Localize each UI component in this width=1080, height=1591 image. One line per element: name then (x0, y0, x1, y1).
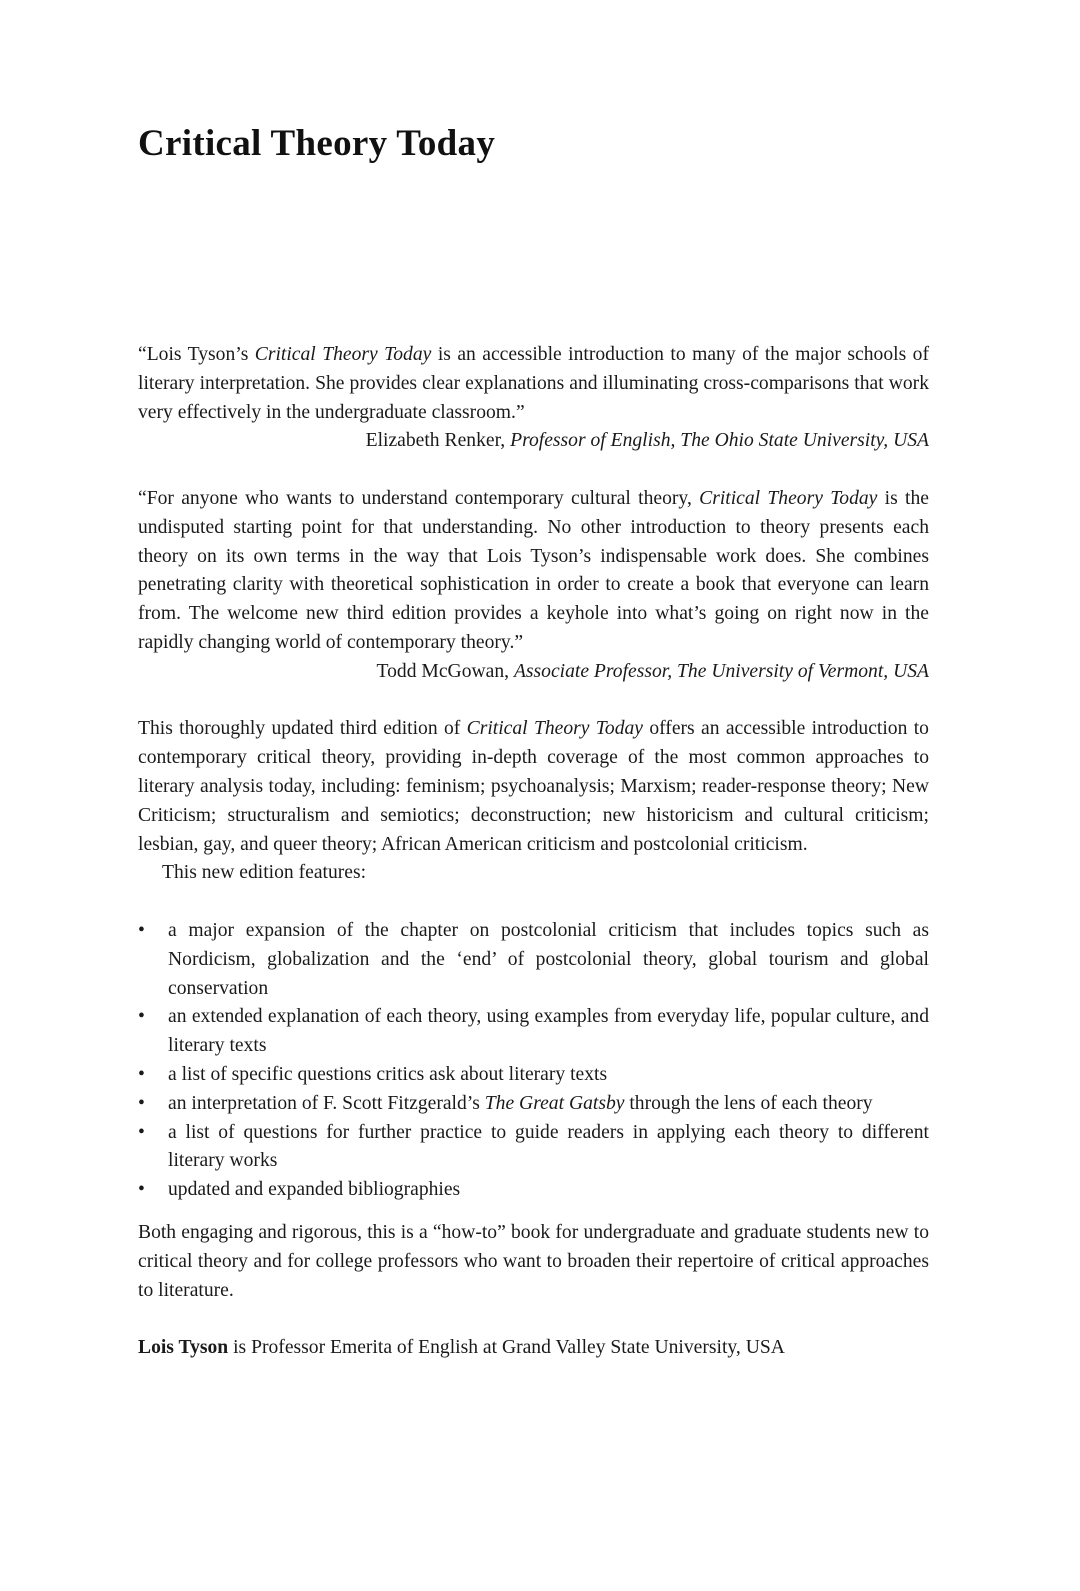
quote-2-open: “For anyone who wants to understand contemporary cultural theory, (138, 487, 700, 509)
feature-text: an extended explanation of each theory, using examples from everyday life, popular culture, and literary texts (168, 1006, 929, 1057)
bullet-icon: • (138, 1179, 145, 1201)
features-lead: This new edition features: (162, 862, 367, 884)
spacer (138, 1205, 929, 1219)
quote-2-rest: is the undisputed starting point for that understanding. No other introduction to theory presents each theory on its own terms in the way that Lois Tyson’s indispensable work does. She combines penetrating clarity with theoretical sophistication in order to create a book that everyone can learn from. The welcome new third edition provides a keyhole into what’s going on right now in the rapidly changing world of contemporary theory.” (138, 487, 929, 653)
feature-text: a list of questions for further practice to guide readers in applying each theory to different literary works (168, 1121, 929, 1172)
description-book-title: Critical Theory Today (466, 718, 643, 740)
author-name: Lois Tyson (138, 1337, 229, 1359)
book-description (138, 715, 929, 859)
quote-1-author: Elizabeth Renker, (365, 430, 511, 452)
spacer (138, 888, 929, 917)
spacer (138, 456, 929, 485)
quote-2-book-title: Critical Theory Today (699, 487, 878, 509)
feature-book-title: The Great Gatsby (484, 1092, 625, 1114)
author-bio (138, 1334, 929, 1363)
description-intro-after: offers an accessible introduction to contemporary critical theory, providing in-depth coverage of the most common approaches to literary analysis today, including: feminism; psychoanalysis; Marxism; reader-response theory; New Criticism; structuralism and semiotics; deconstruction; new historicism and cultural criticism; lesbian, gay, and queer theory; African American criticism and postcolonial criticism. (138, 718, 929, 855)
bullet-icon: • (138, 1121, 145, 1143)
book-title: Critical Theory Today (138, 123, 496, 164)
bullet-icon: • (138, 919, 145, 941)
list-item (138, 917, 929, 1003)
quote-1-rest: is an accessible introduction to many of the major schools of literary interpretation. She provides clear explanations and illuminating cross-comparisons that work very effectively in the undergraduate classroom.” (138, 344, 929, 423)
endorsement-quote-1 (138, 341, 929, 427)
closing-paragraph: Both engaging and rigorous, this is a “how-to” book for undergraduate and graduate students new to critical theory and for college professors who want to broaden their repertoire of critical approaches to literature. (138, 1221, 929, 1301)
quote-1-book-title: Critical Theory Today (254, 344, 432, 365)
spacer (138, 1305, 929, 1334)
description-intro-before: This thoroughly updated third edition of (138, 718, 467, 740)
feature-text: a list of specific questions critics ask about literary texts (168, 1063, 608, 1085)
quote-1-open: “Lois Tyson’s (138, 344, 255, 365)
bullet-icon: • (138, 1063, 145, 1085)
endorsement-2-attribution (138, 658, 929, 687)
quote-2-affiliation: Associate Professor, The University of Vermont, USA (513, 660, 929, 682)
features-list (138, 917, 929, 1205)
feature-text-after: through the lens of each theory (624, 1092, 873, 1114)
feature-text-before: an interpretation of F. Scott Fitzgerald’s (168, 1092, 485, 1114)
list-item (138, 1119, 929, 1177)
list-item (138, 1176, 929, 1205)
back-cover-text (138, 341, 929, 1363)
bullet-icon: • (138, 1092, 145, 1114)
list-item (138, 1061, 929, 1090)
feature-text: a major expansion of the chapter on postcolonial criticism that includes topics such as Nordicism, globalization and the ‘end’ of postcolonial theory, global tourism and global conservation (168, 919, 929, 999)
author-bio-text: is Professor Emerita of English at Grand Valley State University, USA (228, 1337, 785, 1359)
list-item (138, 1003, 929, 1061)
spacer (138, 687, 929, 716)
list-item (138, 1090, 929, 1119)
endorsement-1-attribution (138, 427, 929, 456)
quote-1-affiliation: Professor of English, The Ohio State University, USA (510, 430, 929, 452)
quote-2-author: Todd McGowan, (376, 660, 514, 682)
endorsement-quote-2 (138, 485, 929, 658)
feature-text: updated and expanded bibliographies (168, 1179, 461, 1201)
bullet-icon: • (138, 1006, 145, 1028)
